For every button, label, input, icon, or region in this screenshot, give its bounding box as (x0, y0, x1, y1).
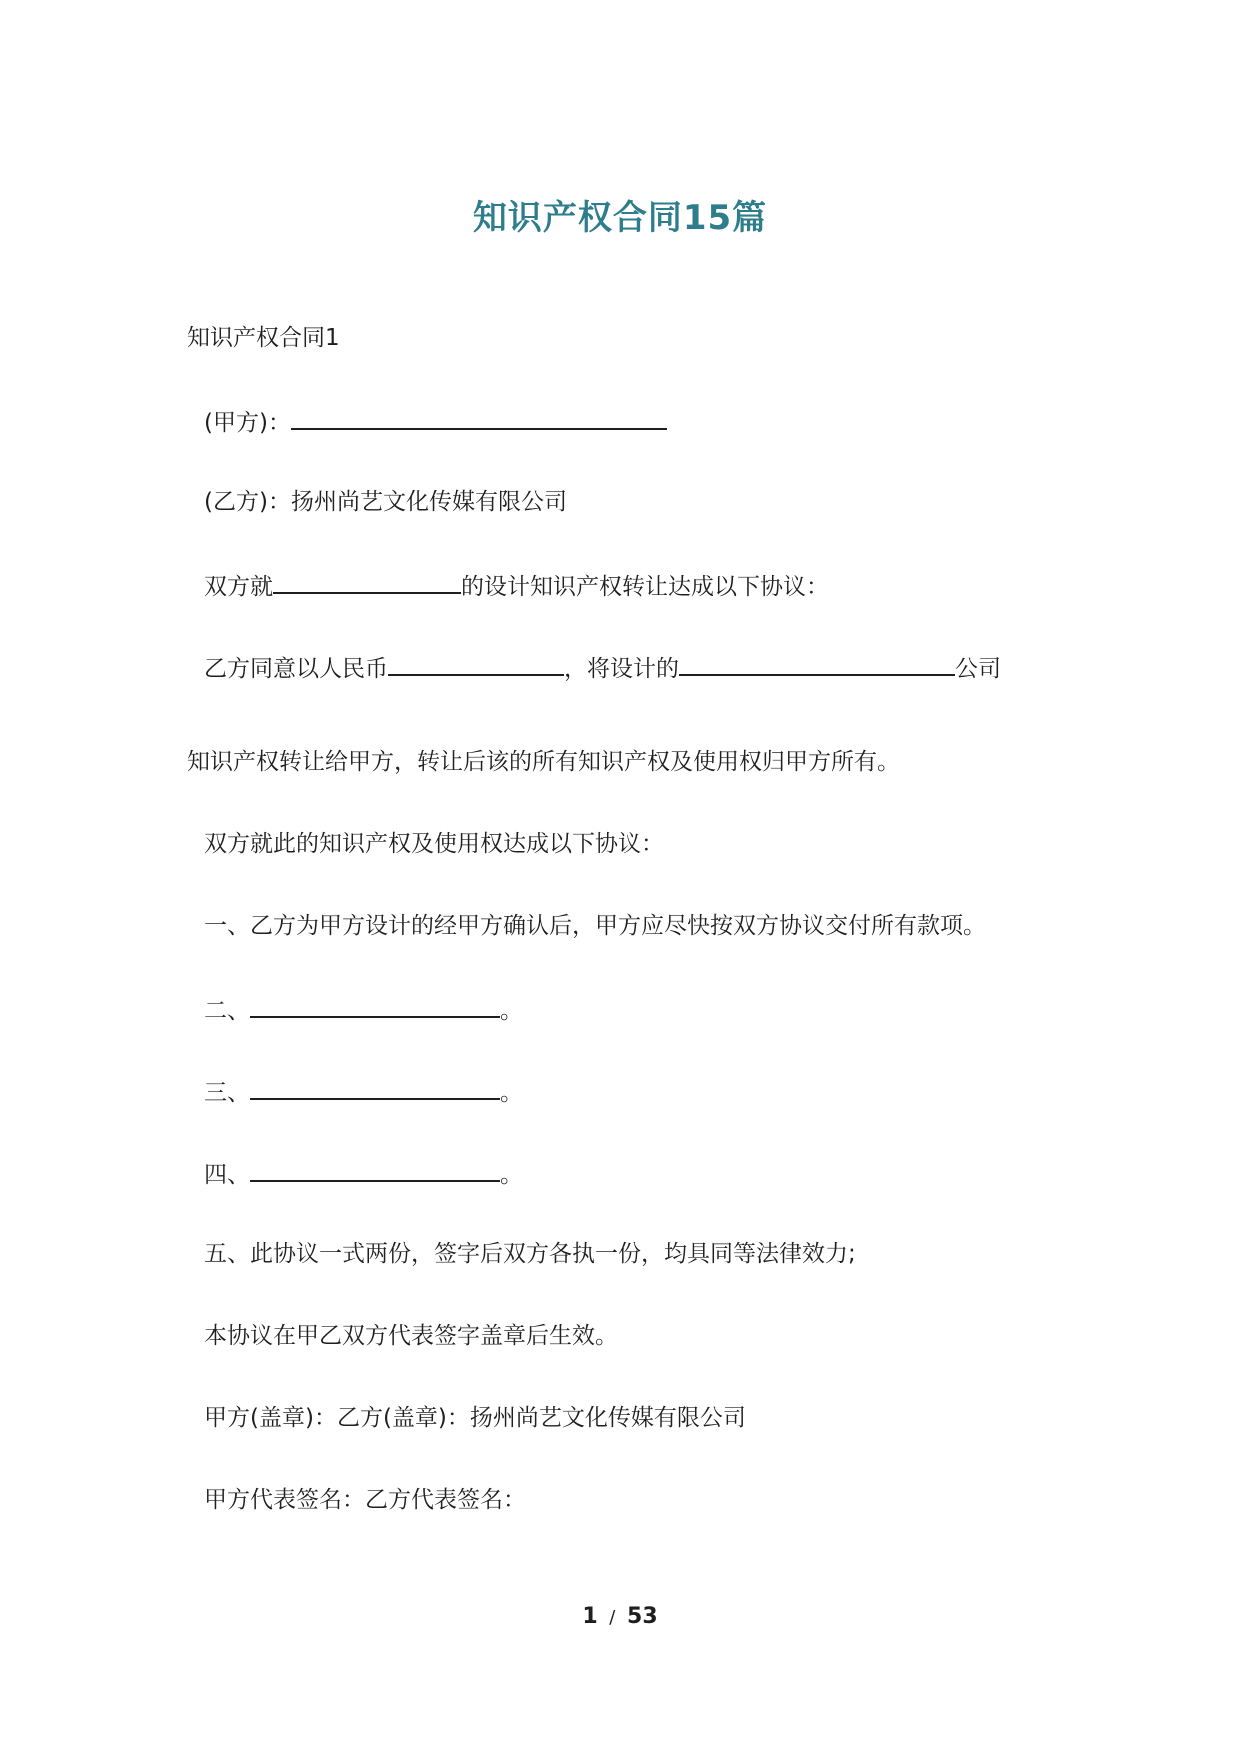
price-prefix: 乙方同意以人民币 (204, 656, 388, 682)
clause-1: 一、乙方为甲方设计的经甲方确认后，甲方应尽快按双方协议交付所有款项。 (204, 913, 986, 939)
design-blank (679, 650, 955, 676)
signature-line: 甲方代表签名：乙方代表签名： (204, 1487, 526, 1513)
clause-5: 五、此协议一式两份，签字后双方各执一份，均具同等法律效力; (204, 1241, 856, 1267)
agreement-subject-blank (273, 568, 461, 594)
transfer-line: 知识产权转让给甲方，转让后该的所有知识产权及使用权归甲方所有。 (187, 749, 900, 775)
clause-2-blank (250, 992, 500, 1018)
agreement-subject-suffix: 的设计知识产权转让达成以下协议： (461, 574, 829, 600)
page-indicator (0, 1604, 1240, 1629)
price-line (204, 650, 1001, 685)
party-b-line: (乙方)：扬州尚艺文化传媒有限公司 (204, 489, 567, 515)
clause-3-label: 三、 (204, 1080, 250, 1106)
party-a-line (204, 404, 667, 439)
clause-4-label: 四、 (204, 1162, 250, 1188)
agreement-subject-prefix: 双方就 (204, 574, 273, 600)
price-middle: ，将设计的 (564, 656, 679, 682)
current-page: 1 (582, 1604, 598, 1629)
seal-line: 甲方(盖章)：乙方(盖章)：扬州尚艺文化传媒有限公司 (204, 1405, 746, 1431)
clause-4-blank (250, 1156, 500, 1182)
clause-2 (204, 992, 523, 1027)
page-separator: / (609, 1607, 616, 1628)
total-pages: 53 (627, 1604, 658, 1629)
clause-2-label: 二、 (204, 998, 250, 1024)
clause-3 (204, 1074, 523, 1109)
party-a-label: (甲方)： (204, 410, 291, 436)
clause-4 (204, 1156, 523, 1191)
party-a-blank (291, 404, 667, 430)
section-heading: 知识产权合同1 (187, 325, 340, 351)
agreement-intro-line: 双方就此的知识产权及使用权达成以下协议： (204, 831, 664, 857)
document-title: 知识产权合同15篇 (472, 198, 768, 238)
agreement-subject-line (204, 568, 829, 603)
price-blank (388, 650, 564, 676)
effective-line: 本协议在甲乙双方代表签字盖章后生效。 (204, 1323, 618, 1349)
clause-3-blank (250, 1074, 500, 1100)
clause-4-period: 。 (500, 1162, 523, 1188)
clause-2-period: 。 (500, 998, 523, 1024)
price-suffix: 公司 (955, 656, 1001, 682)
clause-3-period: 。 (500, 1080, 523, 1106)
